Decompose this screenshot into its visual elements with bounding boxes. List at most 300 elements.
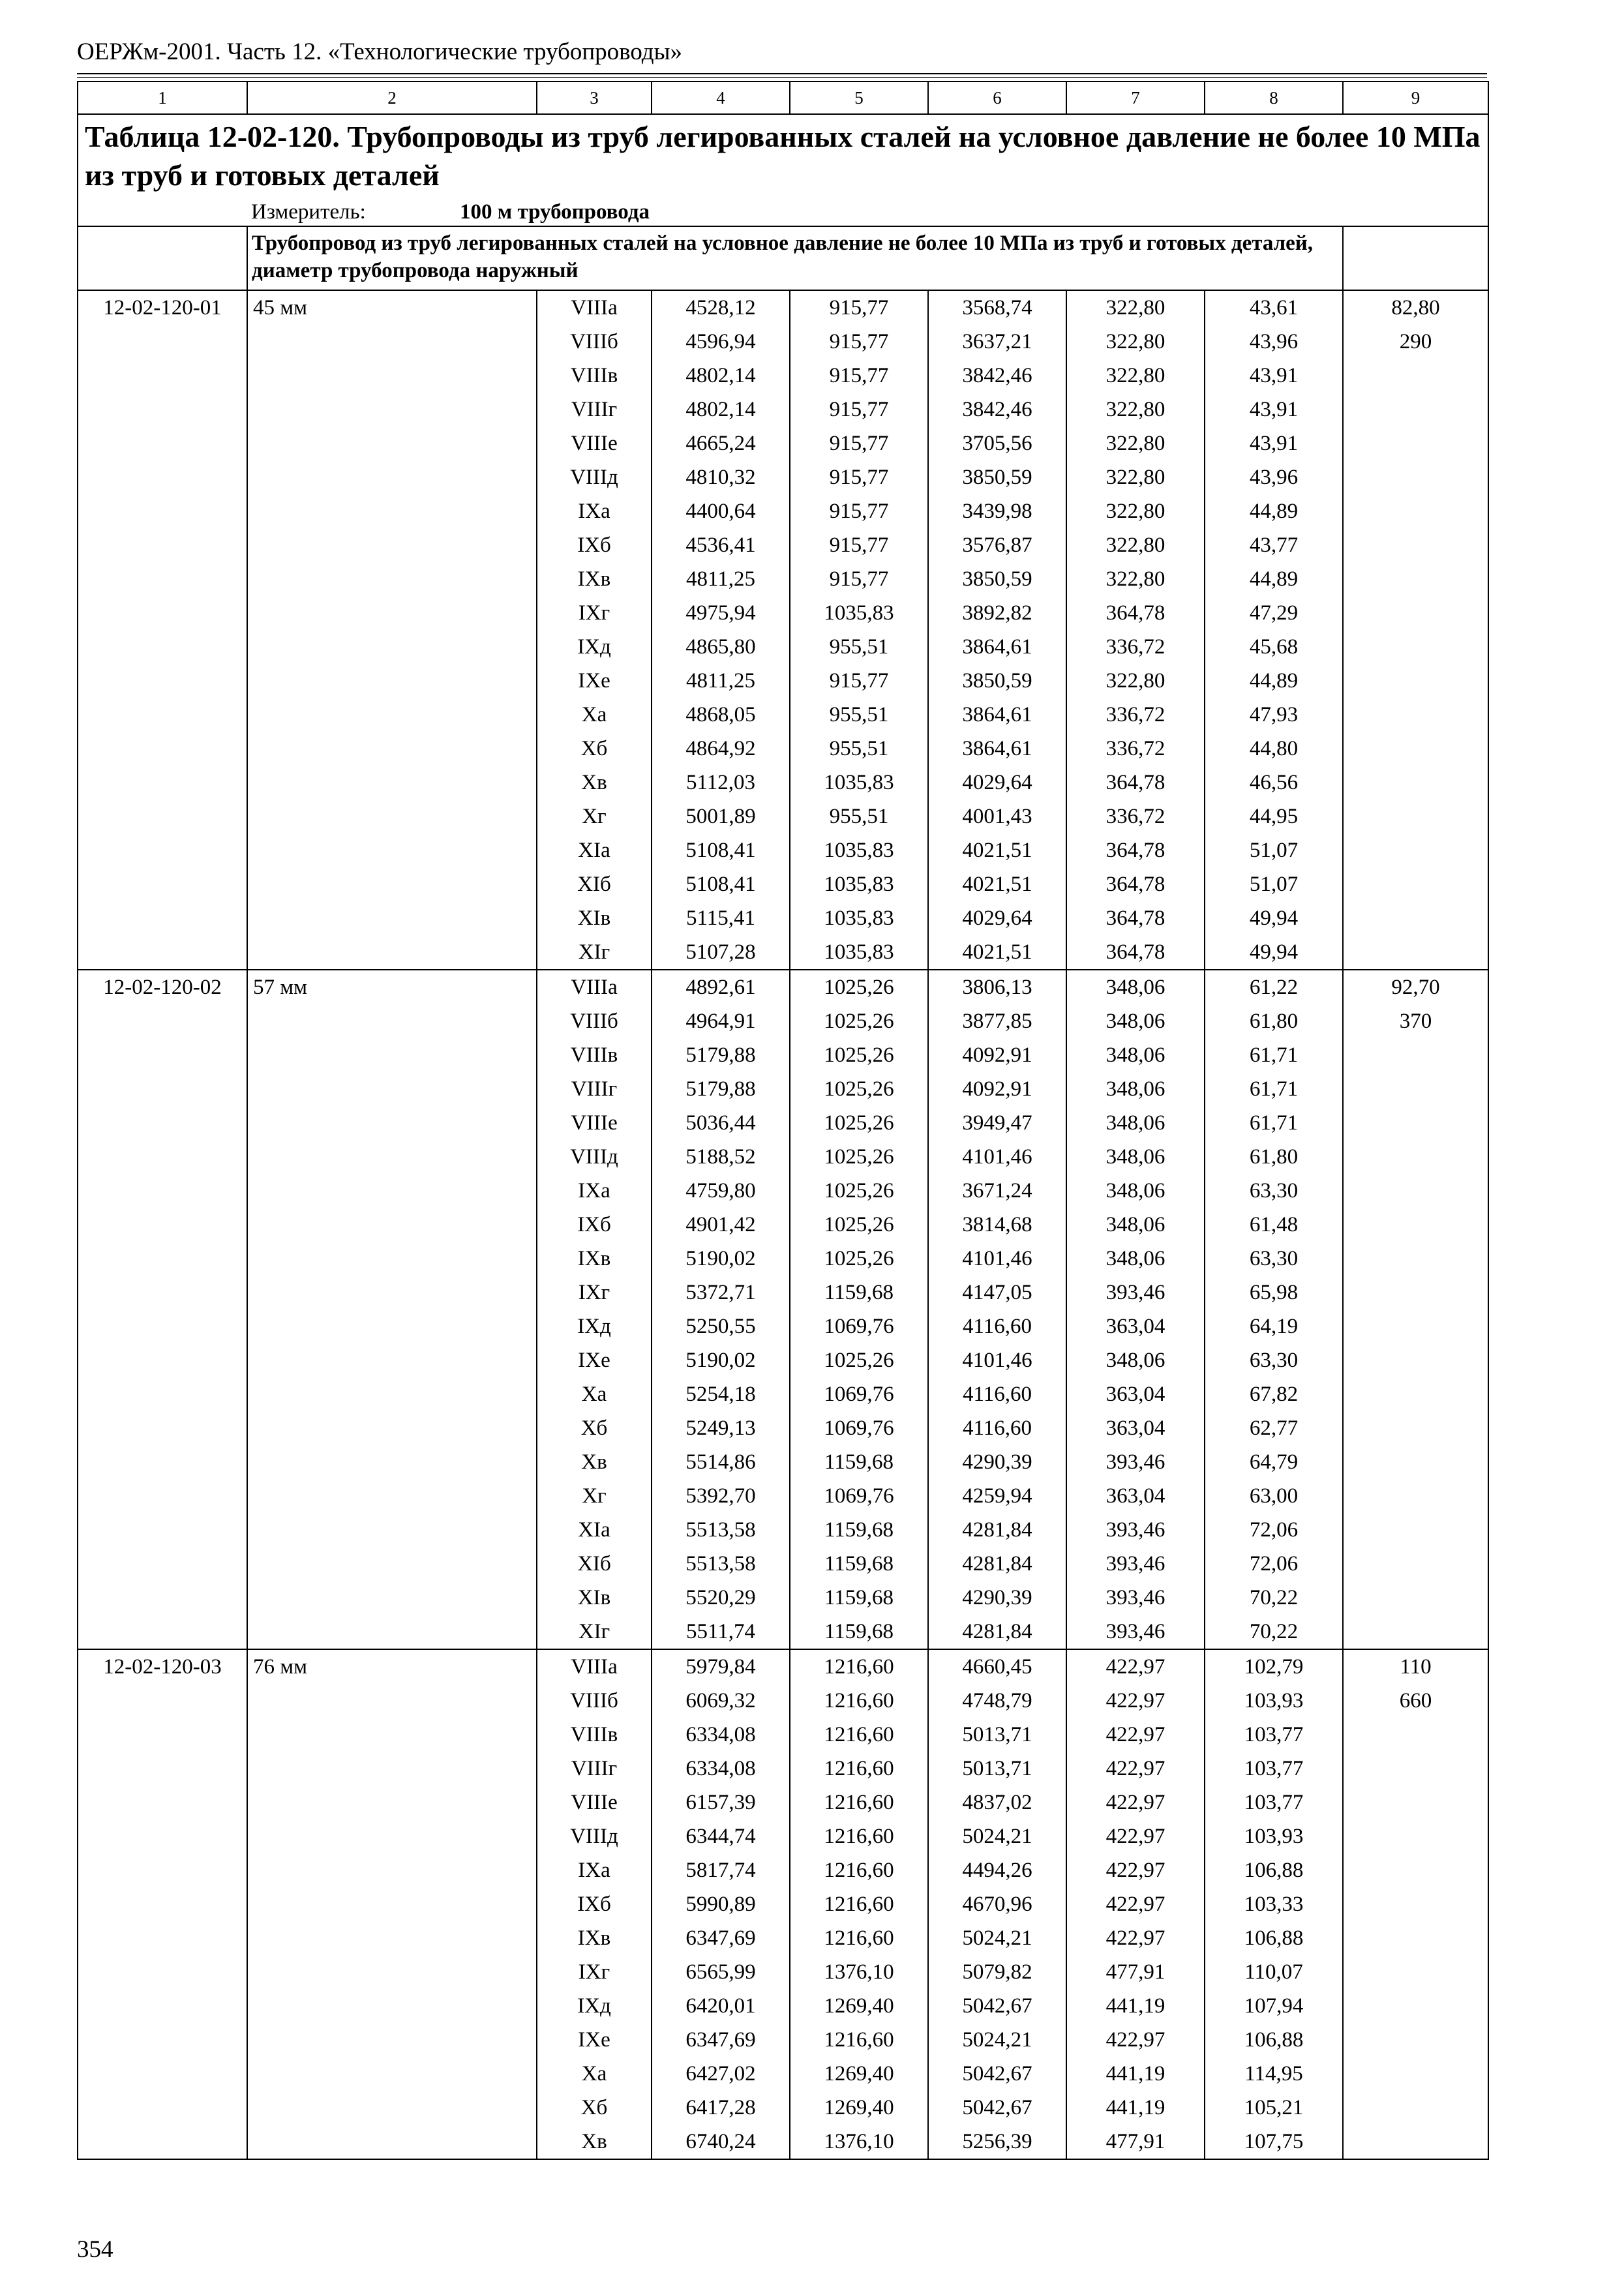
- region-code: XIв: [537, 901, 652, 935]
- labor-cost: 915,77: [790, 664, 928, 698]
- rate-code: [78, 325, 247, 359]
- table-row: [78, 664, 1488, 698]
- rate-code: [78, 1547, 247, 1581]
- material-cost: 63,00: [1205, 1479, 1343, 1513]
- pipe-diameter: [247, 1411, 537, 1445]
- operator-wage: 422,97: [1066, 1718, 1205, 1752]
- machine-cost: 3850,59: [928, 664, 1066, 698]
- labor-cost: 1025,26: [790, 1140, 928, 1174]
- rate-code: [78, 901, 247, 935]
- table-row: [78, 1887, 1488, 1921]
- material-cost: 61,80: [1205, 1004, 1343, 1038]
- labor-cost: 1159,68: [790, 1615, 928, 1649]
- region-code: VIIIе: [537, 1106, 652, 1140]
- pipe-diameter: [247, 1479, 537, 1513]
- total-cost: 4400,64: [652, 494, 790, 528]
- material-cost: 64,79: [1205, 1445, 1343, 1479]
- labor-cost: 1216,60: [790, 1819, 928, 1853]
- table-row: [78, 1479, 1488, 1513]
- material-cost: 61,71: [1205, 1072, 1343, 1106]
- operator-wage: 336,72: [1066, 732, 1205, 766]
- material-cost: 44,80: [1205, 732, 1343, 766]
- machine-cost: 4101,46: [928, 1140, 1066, 1174]
- rate-code: [78, 528, 247, 562]
- total-cost: 6157,39: [652, 1786, 790, 1819]
- total-cost: 5001,89: [652, 800, 790, 833]
- pipe-diameter: [247, 1140, 537, 1174]
- machine-cost: 5024,21: [928, 1921, 1066, 1955]
- material-cost: 46,56: [1205, 766, 1343, 800]
- material-cost: 49,94: [1205, 901, 1343, 935]
- rate-code: [78, 1174, 247, 1208]
- labor-hours: [1343, 426, 1488, 460]
- table-row: [78, 1786, 1488, 1819]
- rate-code: [78, 494, 247, 528]
- table-row: [78, 698, 1488, 732]
- rate-code: [78, 2057, 247, 2091]
- pipe-diameter: [247, 833, 537, 867]
- material-cost: 65,98: [1205, 1276, 1343, 1309]
- labor-cost: 915,77: [790, 325, 928, 359]
- labor-cost: 1025,26: [790, 1072, 928, 1106]
- material-cost: 62,77: [1205, 1411, 1343, 1445]
- machine-cost: 4837,02: [928, 1786, 1066, 1819]
- pipe-diameter: [247, 1581, 537, 1615]
- rate-code: [78, 1140, 247, 1174]
- machine-cost: 4101,46: [928, 1343, 1066, 1377]
- operator-wage: 393,46: [1066, 1615, 1205, 1649]
- pipe-diameter: [247, 698, 537, 732]
- region-code: IXе: [537, 664, 652, 698]
- pipe-diameter: [247, 1445, 537, 1479]
- operator-wage: 336,72: [1066, 630, 1205, 664]
- table-row: [78, 1921, 1488, 1955]
- pipe-diameter: [247, 1343, 537, 1377]
- measurement-label: Измеритель:: [251, 200, 366, 224]
- table-row: [78, 1242, 1488, 1276]
- rate-code: [78, 1411, 247, 1445]
- operator-wage: 322,80: [1066, 664, 1205, 698]
- operator-wage: 364,78: [1066, 935, 1205, 970]
- region-code: Xв: [537, 766, 652, 800]
- pipe-diameter: [247, 1718, 537, 1752]
- table-row: [78, 901, 1488, 935]
- labor-hours: [1343, 1174, 1488, 1208]
- labor-cost: 955,51: [790, 630, 928, 664]
- rate-code: [78, 1955, 247, 1989]
- machine-cost: 3949,47: [928, 1106, 1066, 1140]
- pipe-diameter: [247, 1786, 537, 1819]
- machine-cost: 3814,68: [928, 1208, 1066, 1242]
- machine-cost: 4259,94: [928, 1479, 1066, 1513]
- pipe-diameter: [247, 2023, 537, 2057]
- labor-hours: [1343, 732, 1488, 766]
- labor-hours: [1343, 2125, 1488, 2159]
- rate-code: [78, 1309, 247, 1343]
- labor-cost: 1069,76: [790, 1479, 928, 1513]
- region-code: IXб: [537, 528, 652, 562]
- region-code: VIIIб: [537, 1004, 652, 1038]
- material-cost: 44,95: [1205, 800, 1343, 833]
- rates-table: [77, 81, 1489, 2160]
- total-cost: 4536,41: [652, 528, 790, 562]
- column-number: 3: [537, 82, 652, 114]
- table-row: [78, 460, 1488, 494]
- labor-cost: 1376,10: [790, 2125, 928, 2159]
- pipe-diameter: [247, 1106, 537, 1140]
- total-cost: 5179,88: [652, 1072, 790, 1106]
- pipe-diameter: [247, 1615, 537, 1649]
- column-number: 1: [78, 82, 247, 114]
- region-code: XIг: [537, 1615, 652, 1649]
- labor-hours: [1343, 460, 1488, 494]
- total-cost: 6344,74: [652, 1819, 790, 1853]
- machine-cost: 3864,61: [928, 630, 1066, 664]
- operator-wage: 393,46: [1066, 1513, 1205, 1547]
- table-row: [78, 2091, 1488, 2125]
- labor-hours: [1343, 1242, 1488, 1276]
- labor-hours: [1343, 2057, 1488, 2091]
- region-code: VIIIв: [537, 1038, 652, 1072]
- region-code: Xв: [537, 1445, 652, 1479]
- rate-code: [78, 1581, 247, 1615]
- labor-hours: 92,70: [1343, 970, 1488, 1004]
- total-cost: 6334,08: [652, 1718, 790, 1752]
- operator-wage: 348,06: [1066, 970, 1205, 1004]
- material-cost: 70,22: [1205, 1615, 1343, 1649]
- labor-cost: 1216,60: [790, 1921, 928, 1955]
- pipe-diameter: [247, 1989, 537, 2023]
- labor-hours: [1343, 596, 1488, 630]
- rate-code: [78, 766, 247, 800]
- material-cost: 72,06: [1205, 1513, 1343, 1547]
- operator-wage: 422,97: [1066, 1819, 1205, 1853]
- region-code: IXд: [537, 1309, 652, 1343]
- pipe-diameter: [247, 630, 537, 664]
- material-cost: 61,71: [1205, 1038, 1343, 1072]
- total-cost: 4528,12: [652, 290, 790, 325]
- pipe-diameter: [247, 1242, 537, 1276]
- total-cost: 5513,58: [652, 1547, 790, 1581]
- pipe-diameter: [247, 1309, 537, 1343]
- machine-cost: 4748,79: [928, 1684, 1066, 1718]
- operator-wage: 393,46: [1066, 1581, 1205, 1615]
- material-cost: 61,71: [1205, 1106, 1343, 1140]
- subheading-spacer-right: [1343, 226, 1488, 290]
- labor-hours: [1343, 393, 1488, 426]
- operator-wage: 477,91: [1066, 1955, 1205, 1989]
- total-cost: 4975,94: [652, 596, 790, 630]
- pipe-diameter: [247, 2057, 537, 2091]
- table-row: [78, 970, 1488, 1004]
- pipe-diameter: [247, 800, 537, 833]
- subheading-text: Трубопровод из труб легированных сталей на условное давление не более 10 МПа из труб и готовых деталей, диаметр трубопровода наружный: [247, 226, 1343, 290]
- material-cost: 61,48: [1205, 1208, 1343, 1242]
- column-number: 4: [652, 82, 790, 114]
- labor-cost: 1376,10: [790, 1955, 928, 1989]
- region-code: IXе: [537, 2023, 652, 2057]
- machine-cost: 5013,71: [928, 1718, 1066, 1752]
- pipe-diameter: 45 мм: [247, 290, 537, 325]
- labor-hours: [1343, 1955, 1488, 1989]
- material-cost: 43,91: [1205, 426, 1343, 460]
- machine-cost: 3806,13: [928, 970, 1066, 1004]
- rate-code: [78, 1004, 247, 1038]
- total-cost: 5107,28: [652, 935, 790, 970]
- pipe-diameter: [247, 901, 537, 935]
- labor-hours: [1343, 1615, 1488, 1649]
- rate-code: 12-02-120-02: [78, 970, 247, 1004]
- total-cost: 4892,61: [652, 970, 790, 1004]
- operator-wage: 364,78: [1066, 901, 1205, 935]
- material-cost: 106,88: [1205, 2023, 1343, 2057]
- rate-code: [78, 1615, 247, 1649]
- total-cost: 6069,32: [652, 1684, 790, 1718]
- labor-cost: 1159,68: [790, 1445, 928, 1479]
- machine-cost: 4101,46: [928, 1242, 1066, 1276]
- labor-cost: 1035,83: [790, 901, 928, 935]
- operator-wage: 441,19: [1066, 2057, 1205, 2091]
- material-cost: 44,89: [1205, 494, 1343, 528]
- material-cost: 47,29: [1205, 596, 1343, 630]
- total-cost: 6420,01: [652, 1989, 790, 2023]
- region-code: VIIIв: [537, 359, 652, 393]
- labor-cost: 915,77: [790, 494, 928, 528]
- operator-wage: 322,80: [1066, 426, 1205, 460]
- labor-cost: 955,51: [790, 732, 928, 766]
- rate-code: [78, 596, 247, 630]
- page-number: 354: [77, 2236, 113, 2263]
- machine-cost: 5256,39: [928, 2125, 1066, 2159]
- total-cost: 4901,42: [652, 1208, 790, 1242]
- rate-code: [78, 1479, 247, 1513]
- labor-hours: [1343, 1718, 1488, 1752]
- region-code: IXг: [537, 596, 652, 630]
- machine-cost: 5042,67: [928, 2091, 1066, 2125]
- labor-hours: [1343, 1411, 1488, 1445]
- rate-code: [78, 1921, 247, 1955]
- table-row: [78, 1038, 1488, 1072]
- labor-cost: 1025,26: [790, 1106, 928, 1140]
- labor-cost: 1216,60: [790, 1752, 928, 1786]
- measurement-value: 100 м трубопровода: [460, 200, 650, 224]
- pipe-diameter: [247, 1955, 537, 1989]
- rate-code: [78, 935, 247, 970]
- column-number-row: [78, 82, 1488, 114]
- region-code: Xб: [537, 2091, 652, 2125]
- material-cost: 63,30: [1205, 1174, 1343, 1208]
- total-cost: 4596,94: [652, 325, 790, 359]
- operator-wage: 477,91: [1066, 2125, 1205, 2159]
- rate-code: [78, 1445, 247, 1479]
- operator-wage: 393,46: [1066, 1276, 1205, 1309]
- rate-code: [78, 1989, 247, 2023]
- labor-cost: 1035,83: [790, 766, 928, 800]
- machine-cost: 3842,46: [928, 359, 1066, 393]
- total-cost: 4810,32: [652, 460, 790, 494]
- material-cost: 103,93: [1205, 1684, 1343, 1718]
- labor-cost: 955,51: [790, 800, 928, 833]
- material-cost: 43,96: [1205, 325, 1343, 359]
- labor-hours: 110: [1343, 1649, 1488, 1684]
- labor-cost: 1269,40: [790, 1989, 928, 2023]
- pipe-diameter: [247, 1513, 537, 1547]
- labor-cost: 1035,83: [790, 867, 928, 901]
- total-cost: 5108,41: [652, 867, 790, 901]
- region-code: Xб: [537, 732, 652, 766]
- labor-cost: 1069,76: [790, 1309, 928, 1343]
- material-cost: 51,07: [1205, 867, 1343, 901]
- operator-wage: 322,80: [1066, 494, 1205, 528]
- total-cost: 4665,24: [652, 426, 790, 460]
- labor-hours: [1343, 528, 1488, 562]
- region-code: VIIIа: [537, 1649, 652, 1684]
- labor-cost: 1035,83: [790, 935, 928, 970]
- machine-cost: 5013,71: [928, 1752, 1066, 1786]
- labor-hours: [1343, 1038, 1488, 1072]
- total-cost: 6334,08: [652, 1752, 790, 1786]
- labor-cost: 915,77: [790, 426, 928, 460]
- labor-cost: 1269,40: [790, 2091, 928, 2125]
- operator-wage: 363,04: [1066, 1479, 1205, 1513]
- labor-hours: [1343, 1581, 1488, 1615]
- table-row: [78, 1853, 1488, 1887]
- table-row: [78, 1072, 1488, 1106]
- table-row: [78, 528, 1488, 562]
- rate-code: [78, 1242, 247, 1276]
- table-row: [78, 1615, 1488, 1649]
- table-row: [78, 935, 1488, 970]
- table-row: [78, 426, 1488, 460]
- machine-cost: 4092,91: [928, 1038, 1066, 1072]
- rate-code: [78, 1343, 247, 1377]
- table-row: [78, 1174, 1488, 1208]
- operator-wage: 363,04: [1066, 1411, 1205, 1445]
- region-code: IXб: [537, 1208, 652, 1242]
- material-cost: 67,82: [1205, 1377, 1343, 1411]
- region-code: Xг: [537, 1479, 652, 1513]
- region-code: VIIIе: [537, 426, 652, 460]
- rate-code: [78, 867, 247, 901]
- pipe-diameter: [247, 460, 537, 494]
- labor-cost: 915,77: [790, 562, 928, 596]
- column-number: 7: [1066, 82, 1205, 114]
- operator-wage: 393,46: [1066, 1445, 1205, 1479]
- labor-hours: [1343, 800, 1488, 833]
- region-code: IXд: [537, 630, 652, 664]
- material-cost: 43,61: [1205, 290, 1343, 325]
- total-cost: 5372,71: [652, 1276, 790, 1309]
- labor-hours: [1343, 1377, 1488, 1411]
- machine-cost: 4290,39: [928, 1581, 1066, 1615]
- region-code: Xб: [537, 1411, 652, 1445]
- total-cost: 5254,18: [652, 1377, 790, 1411]
- region-code: IXг: [537, 1955, 652, 1989]
- total-cost: 5188,52: [652, 1140, 790, 1174]
- rate-code: [78, 359, 247, 393]
- labor-hours: [1343, 1309, 1488, 1343]
- table-row: [78, 1718, 1488, 1752]
- operator-wage: 348,06: [1066, 1174, 1205, 1208]
- rate-code: [78, 1208, 247, 1242]
- region-code: VIIIб: [537, 1684, 652, 1718]
- machine-cost: 4660,45: [928, 1649, 1066, 1684]
- material-cost: 63,30: [1205, 1242, 1343, 1276]
- operator-wage: 393,46: [1066, 1547, 1205, 1581]
- labor-hours: [1343, 1513, 1488, 1547]
- table-row: [78, 1752, 1488, 1786]
- labor-cost: 1216,60: [790, 1649, 928, 1684]
- pipe-diameter: [247, 596, 537, 630]
- pipe-diameter: [247, 1208, 537, 1242]
- region-code: IXб: [537, 1887, 652, 1921]
- region-code: IXв: [537, 1921, 652, 1955]
- total-cost: 4811,25: [652, 562, 790, 596]
- pipe-diameter: [247, 1276, 537, 1309]
- labor-hours: [1343, 1445, 1488, 1479]
- table-title-row: [78, 114, 1488, 198]
- region-code: IXв: [537, 1242, 652, 1276]
- machine-cost: 4116,60: [928, 1309, 1066, 1343]
- total-cost: 5392,70: [652, 1479, 790, 1513]
- rate-code: [78, 1819, 247, 1853]
- rate-code: 12-02-120-01: [78, 290, 247, 325]
- table-row: [78, 1955, 1488, 1989]
- total-cost: 5511,74: [652, 1615, 790, 1649]
- pipe-diameter: [247, 732, 537, 766]
- region-code: VIIIе: [537, 1786, 652, 1819]
- rate-code: [78, 732, 247, 766]
- table-row: [78, 1377, 1488, 1411]
- labor-cost: 915,77: [790, 393, 928, 426]
- machine-cost: 4290,39: [928, 1445, 1066, 1479]
- pipe-diameter: [247, 664, 537, 698]
- region-code: IXд: [537, 1989, 652, 2023]
- material-cost: 103,77: [1205, 1718, 1343, 1752]
- machine-cost: 3705,56: [928, 426, 1066, 460]
- machine-cost: 4281,84: [928, 1547, 1066, 1581]
- pipe-diameter: [247, 426, 537, 460]
- rate-code: [78, 1684, 247, 1718]
- region-code: VIIIг: [537, 1752, 652, 1786]
- material-cost: 107,94: [1205, 1989, 1343, 2023]
- labor-cost: 1216,60: [790, 1853, 928, 1887]
- table-row: [78, 732, 1488, 766]
- table-row: [78, 1106, 1488, 1140]
- labor-cost: 1159,68: [790, 1276, 928, 1309]
- table-row: [78, 562, 1488, 596]
- rate-code: [78, 1106, 247, 1140]
- total-cost: 4802,14: [652, 359, 790, 393]
- table-row: [78, 1309, 1488, 1343]
- operator-wage: 422,97: [1066, 1649, 1205, 1684]
- operator-wage: 348,06: [1066, 1140, 1205, 1174]
- total-cost: 6565,99: [652, 1955, 790, 1989]
- operator-wage: 422,97: [1066, 1921, 1205, 1955]
- pipe-diameter: [247, 1038, 537, 1072]
- operator-wage: 322,80: [1066, 562, 1205, 596]
- rate-code: [78, 393, 247, 426]
- table-row: [78, 867, 1488, 901]
- pipe-diameter: [247, 494, 537, 528]
- table-row: [78, 1547, 1488, 1581]
- region-code: IXа: [537, 1853, 652, 1887]
- subheading-spacer: [78, 226, 247, 290]
- pipe-diameter: [247, 562, 537, 596]
- total-cost: 5990,89: [652, 1887, 790, 1921]
- operator-wage: 348,06: [1066, 1004, 1205, 1038]
- labor-cost: 1159,68: [790, 1547, 928, 1581]
